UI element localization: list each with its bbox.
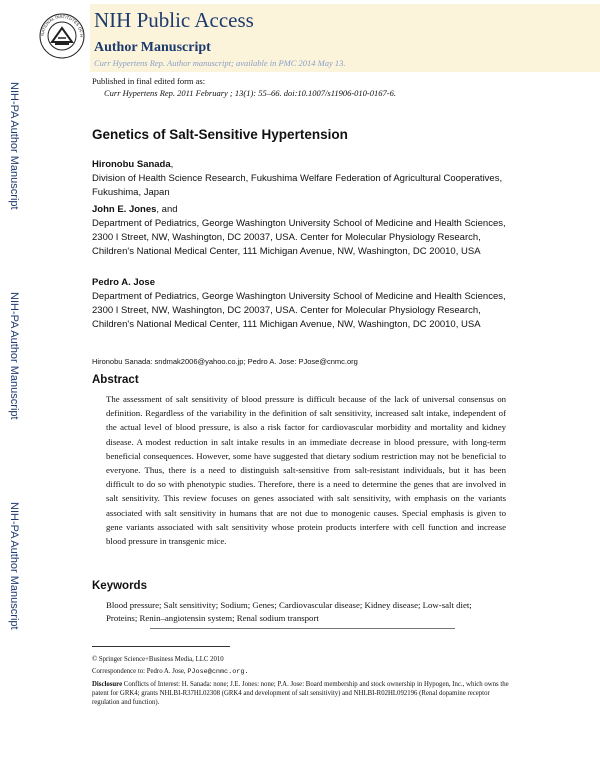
published-final-form: Published in final edited form as:	[92, 76, 206, 86]
author-affiliation: Department of Pediatrics, George Washington University School of Medicine and Health Sciences, 2300 I Street, NW, Washington, DC 20037, USA. Center for Molecular Physiology Research, Children's National Medical Center, 111 Michigan Avenue, NW, Washington, DC 20010, USA	[92, 291, 506, 330]
keywords-divider	[150, 628, 455, 629]
author-name: John E. Jones	[92, 204, 157, 215]
keywords-text: Blood pressure; Salt sensitivity; Sodium; Genes; Cardiovascular disease; Kidney disease; Low-salt diet; Proteins; Renin–angiotensin system; Renal sodium transport	[106, 600, 472, 623]
logo-text: NATIONAL INSTITUTES OF H	[39, 13, 85, 38]
footnote-divider	[92, 646, 230, 647]
copyright: © Springer Science+Business Media, LLC 2010	[92, 656, 224, 663]
author-name: Hironobu Sanada	[92, 159, 171, 170]
keywords-heading: Keywords	[92, 580, 147, 592]
nih-logo	[38, 8, 86, 66]
author-affiliation: Department of Pediatrics, George Washington University School of Medicine and Health Sciences, 2300 I Street, NW, Washington, DC 20037, USA. Center for Molecular Physiology Research, Children's National Medical Center, 111 Michigan Avenue, NW, Washington, DC 20010, USA	[92, 218, 506, 257]
author-name: Pedro A. Jose	[92, 277, 156, 288]
abstract-text: The assessment of salt sensitivity of blood pressure is difficult because of the lack of universal consensus on definition. Regardless of the variability in the definition of salt sensitivity, increased salt intake, independent of the actual level of blood pressure, is also a risk factor for cardiovascular morbidity and mortality and kidney disease. A modest reduction in salt intake results in an immediate decrease in blood pressure, with long-term beneficial consequences. However, some have suggested that dietary sodium restriction may not be beneficial to everyone. Thus, there is a need to distinguish salt-sensitive from salt-resistant individuals, but it has been difficult to do so with phenotypic studies. Therefore, there is a need to determine the genes that are involved in salt sensitivity. This review focuses on genes associated with salt sensitivity, with emphasis on the variants associated with salt sensitivity in humans that are not due to monogenic causes. Special emphasis is given to gene variants associated with salt sensitivity whose protein products interfere with cell function and increase blood pressure in transgenic mice.	[106, 394, 506, 547]
author-emails: Hironobu Sanada: sndmak2006@yahoo.co.jp; Pedro A. Jose: PJose@cnmc.org	[92, 357, 358, 366]
banner-title: NIH Public Access	[94, 8, 254, 32]
correspondence-email: PJose@cnmc.org.	[187, 668, 249, 676]
author-block-1: Hironobu Sanada, Division of Health Science Research, Fukushima Welfare Federation of Agricultural Cooperatives, Fukushima, Japan	[92, 158, 512, 200]
author-block-2: John E. Jones, and Department of Pediatrics, George Washington University School of Medicine and Health Sciences, 2300 I Street, NW, Washington, DC 20037, USA. Center for Molecular Physiology Research, Children's National Medical Center, 111 Michigan Avenue, NW, Washington, DC 20010, USA	[92, 203, 512, 259]
banner-citation: Curr Hypertens Rep. Author manuscript; available in PMC 2014 May 13.	[94, 58, 346, 68]
banner-subtitle: Author Manuscript	[94, 40, 211, 55]
author-block-3	[92, 276, 512, 332]
abstract-heading: Abstract	[92, 374, 139, 386]
publication-citation: Curr Hypertens Rep. 2011 February ; 13(1): 55–66. doi:10.1007/s11906-010-0167-6.	[104, 88, 396, 98]
correspondence: Correspondence to: Pedro A. Jose, PJose@cnmc.org.	[92, 668, 249, 676]
author-affiliation: Division of Health Science Research, Fukushima Welfare Federation of Agricultural Cooperatives, Fukushima, Japan	[92, 173, 503, 198]
article-title: Genetics of Salt-Sensitive Hypertension	[92, 127, 348, 142]
disclosure: Disclosure Conflicts of Interest: H. Sanada: none; J.E. Jones: none; P.A. Jose: Board membership and stock ownership in Hypogen, Inc., which owns the patent for GRK4; grants NHLBI-R37HL02308 (GRK4 and development of salt sensitivity) and NHLBI-R02HL092196 (Renal dopamine receptor regulation and function).	[92, 681, 509, 706]
